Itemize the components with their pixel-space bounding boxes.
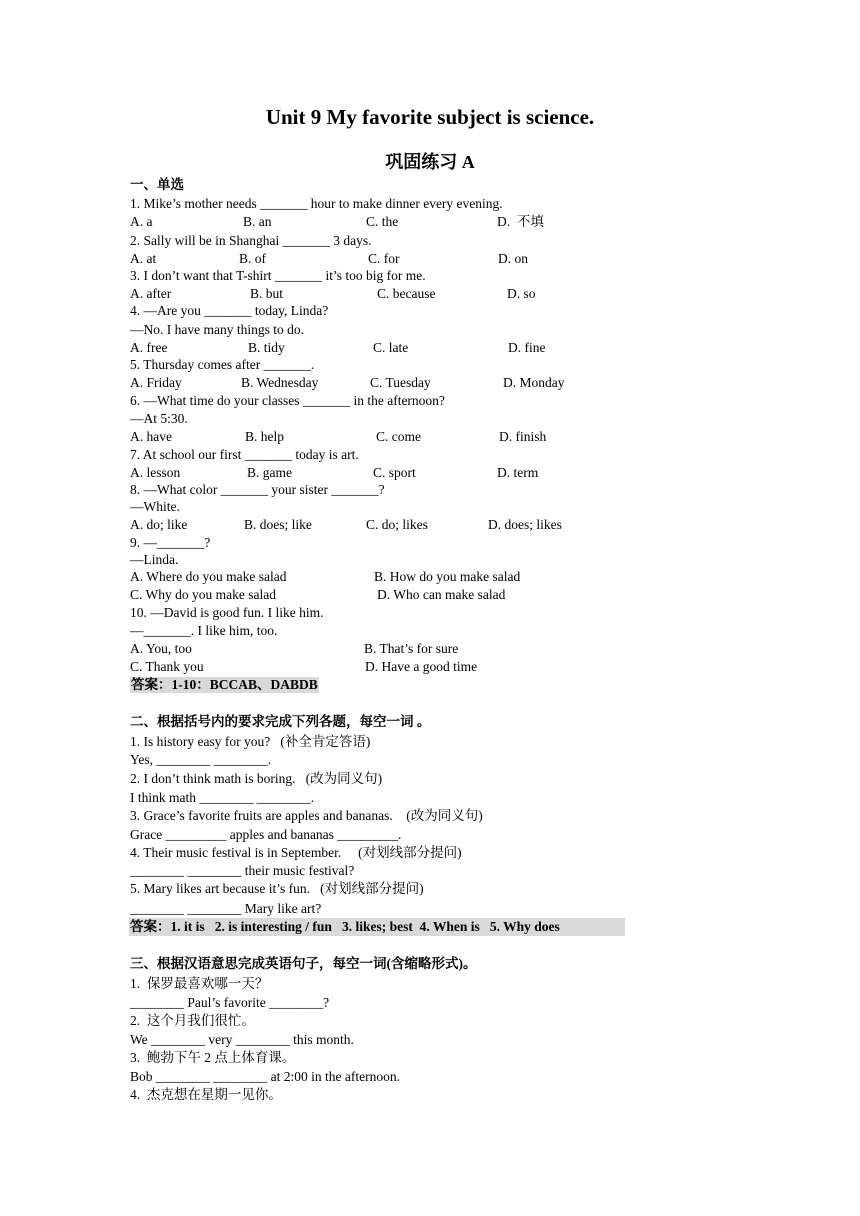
q1-option-c: C. the <box>366 214 399 229</box>
q8-option-d: D. does; likes <box>488 517 562 532</box>
q2-option-b: B. of <box>239 251 266 266</box>
s2-q3-stem: 3. Grace’s favorite fruits are apples and bananas. (改为同义句) <box>130 808 483 823</box>
s3-q2-line: We ________ very ________ this month. <box>130 1032 354 1047</box>
q10-option-d: D. Have a good time <box>365 659 478 674</box>
s2-q5-stem: 5. Mary likes art because it’s fun. (对划线部分提问) <box>130 881 424 896</box>
q5-option-b: B. Wednesday <box>241 375 319 390</box>
q9-option-b: B. How do you make salad <box>374 569 521 584</box>
q2-stem: 2. Sally will be in Shanghai _______ 3 days. <box>130 233 372 248</box>
q10-reply: —_______. I like him, too. <box>130 623 278 638</box>
q3-option-d: D. so <box>507 286 536 301</box>
s3-q1-line: ________ Paul’s favorite ________? <box>130 995 330 1010</box>
q6-option-a: A. have <box>130 429 172 444</box>
s2-q4-stem: 4. Their music festival is in September. (对划线部分提问) <box>130 845 462 860</box>
q7-option-c: C. sport <box>373 465 416 480</box>
q5-option-d: D. Monday <box>503 375 565 390</box>
s2-q1-stem: 1. Is history easy for you? (补全肯定答语) <box>130 734 371 749</box>
q6-option-d: D. finish <box>499 429 547 444</box>
q2-option-d: D. on <box>498 251 528 266</box>
q10-option-c: C. Thank you <box>130 659 204 674</box>
q9-option-a: A. Where do you make salad <box>130 569 287 584</box>
q1-stem: 1. Mike’s mother needs _______ hour to make dinner every evening. <box>130 196 503 211</box>
q7-option-a: A. lesson <box>130 465 181 480</box>
s3-q4-stem: 4. 杰克想在星期一见你。 <box>130 1087 282 1102</box>
q4-option-b: B. tidy <box>248 340 285 355</box>
s3-q1-stem: 1. 保罗最喜欢哪一天？ <box>130 976 269 991</box>
q3-option-b: B. but <box>250 286 284 301</box>
page-title: Unit 9 My favorite subject is science. <box>265 105 595 129</box>
q10-stem: 10. —David is good fun. I like him. <box>130 605 324 620</box>
s2-q5-line: ________ ________ Mary like art? <box>130 901 322 916</box>
q4-option-c: C. late <box>373 340 409 355</box>
q1-option-a: A. a <box>130 214 153 229</box>
q6-option-b: B. help <box>245 429 284 444</box>
q9-stem: 9. —_______? <box>130 535 211 550</box>
section1-heading: 一、单选 <box>130 177 184 192</box>
q6-stem: 6. —What time do your classes _______ in the afternoon? <box>130 393 445 408</box>
q3-option-a: A. after <box>130 286 172 301</box>
q1-option-d: D. 不填 <box>497 214 544 229</box>
page-subtitle: 巩固练习 A <box>385 152 475 172</box>
q3-option-c: C. because <box>377 286 436 301</box>
q2-option-a: A. at <box>130 251 157 266</box>
s2-q2-line: I think math ________ ________. <box>130 790 315 805</box>
q4-option-a: A. free <box>130 340 168 355</box>
q8-option-c: C. do; likes <box>366 517 428 532</box>
q10-option-a: A. You, too <box>130 641 192 656</box>
s3-q3-line: Bob ________ ________ at 2:00 in the afternoon. <box>130 1069 400 1084</box>
q1-option-b: B. an <box>243 214 272 229</box>
q7-option-b: B. game <box>247 465 292 480</box>
q10-option-b: B. That’s for sure <box>364 641 459 656</box>
section3-heading: 三、根据汉语意思完成英语句子，每空一词(含缩略形式)。 <box>130 956 477 971</box>
q7-stem: 7. At school our first _______ today is art. <box>130 447 359 462</box>
q8-option-b: B. does; like <box>244 517 312 532</box>
q6-option-c: C. come <box>376 429 421 444</box>
q3-stem: 3. I don’t want that T-shirt _______ it’s too big for me. <box>130 268 426 283</box>
section2-heading: 二、根据括号内的要求完成下列各题，每空一词 。 <box>130 714 431 729</box>
s2-q2-stem: 2. I don’t think math is boring. (改为同义句) <box>130 771 383 786</box>
s3-q2-stem: 2. 这个月我们很忙。 <box>130 1013 255 1028</box>
q7-option-d: D. term <box>497 465 539 480</box>
q4-option-d: D. fine <box>508 340 546 355</box>
q6-reply: —At 5:30. <box>130 411 188 426</box>
s2-q1-line: Yes, ________ ________. <box>130 752 272 767</box>
q4-stem: 4. —Are you _______ today, Linda? <box>130 303 329 318</box>
q5-option-a: A. Friday <box>130 375 182 390</box>
q8-stem: 8. —What color _______ your sister _______? <box>130 482 385 497</box>
q4-reply: —No. I have many things to do. <box>130 322 304 337</box>
q9-option-c: C. Why do you make salad <box>130 587 276 602</box>
q5-stem: 5. Thursday comes after _______. <box>130 357 315 372</box>
section1-answer: 答案：1-10：BCCAB、DABDB <box>131 677 318 692</box>
q8-option-a: A. do; like <box>130 517 188 532</box>
q9-option-d: D. Who can make salad <box>377 587 506 602</box>
q9-reply: —Linda. <box>130 552 179 567</box>
q2-option-c: C. for <box>368 251 400 266</box>
q8-reply: —White. <box>130 499 180 514</box>
q5-option-c: C. Tuesday <box>370 375 431 390</box>
s2-q4-line: ________ ________ their music festival? <box>130 863 355 878</box>
section2-answer: 答案：1. it is 2. is interesting / fun 3. likes; best 4. When is 5. Why does <box>129 918 625 936</box>
s2-q3-line: Grace _________ apples and bananas _________. <box>130 827 402 842</box>
s3-q3-stem: 3. 鲍勃下午 2 点上体育课。 <box>130 1050 296 1065</box>
